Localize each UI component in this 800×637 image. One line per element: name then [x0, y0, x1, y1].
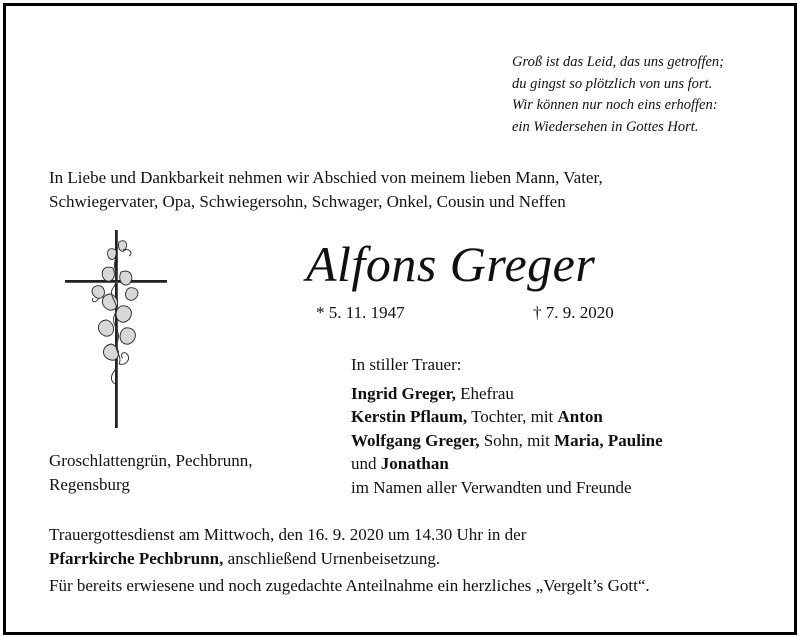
mourner-prefix: und: [351, 454, 381, 473]
service-line-rest: anschließend Urnenbeisetzung.: [223, 549, 441, 568]
mourner-relation: Tochter, mit: [467, 407, 558, 426]
mourner-row: [351, 405, 781, 429]
place-line: Groschlattengrün, Pechbrunn,: [49, 451, 253, 470]
mourner-partner: Anton: [557, 407, 603, 426]
intro-text: [49, 166, 769, 214]
mourner-relation: Sohn, mit: [479, 430, 555, 450]
place-block: [49, 449, 309, 496]
mourner-row: [351, 452, 781, 476]
poem: [512, 52, 772, 138]
poem-line: Groß ist das Leid, das uns getroffen;: [512, 54, 724, 70]
service-block: [49, 523, 779, 598]
intro-line: In Liebe und Dankbarkeit nehmen wir Abschied von meinem lieben Mann, Vater,: [49, 168, 603, 187]
intro-line: Schwiegervater, Opa, Schwiegersohn, Schwager, Onkel, Cousin und Neffen: [49, 192, 566, 211]
place-line: Regensburg: [49, 474, 130, 494]
birth-date: * 5. 11. 1947: [316, 303, 405, 322]
church-name: Pfarrkirche Pechbrunn,: [49, 549, 224, 568]
service-line: [49, 547, 779, 571]
mourner-row: [351, 382, 781, 406]
mourners-block: [351, 353, 781, 499]
cross-with-ivy-icon: [61, 228, 171, 432]
poem-line: du gingst so plötzlich von uns fort.: [512, 75, 713, 92]
mourner-name: Ingrid Greger,: [351, 383, 456, 403]
mourner-partner: Maria, Pauline: [554, 430, 663, 450]
poem-line: Wir können nur noch eins erhoffen:: [512, 97, 718, 113]
death-date: † 7. 9. 2020: [533, 303, 614, 322]
thanks-line: Für bereits erwiesene und noch zugedachte Anteilnahme ein herzliches „Vergelt’s Gott“.: [49, 576, 650, 595]
mourner-name: Kerstin Pflaum,: [351, 407, 468, 426]
mourner-relation: Ehefrau: [455, 383, 514, 403]
mourner-row: [351, 429, 781, 453]
mourners-closing: im Namen aller Verwandten und Freunde: [351, 477, 632, 497]
mourner-partner: Jonathan: [380, 454, 449, 473]
obituary-notice: [3, 3, 797, 635]
poem-line: ein Wiedersehen in Gottes Hort.: [512, 118, 699, 135]
service-line: Trauergottesdienst am Mittwoch, den 16. 9. 2020 um 14.30 Uhr in der: [49, 525, 527, 544]
mourner-name: Wolfgang Greger,: [351, 430, 480, 450]
mourners-heading: In stiller Trauer:: [351, 355, 462, 374]
deceased-name: Alfons Greger: [306, 236, 596, 292]
